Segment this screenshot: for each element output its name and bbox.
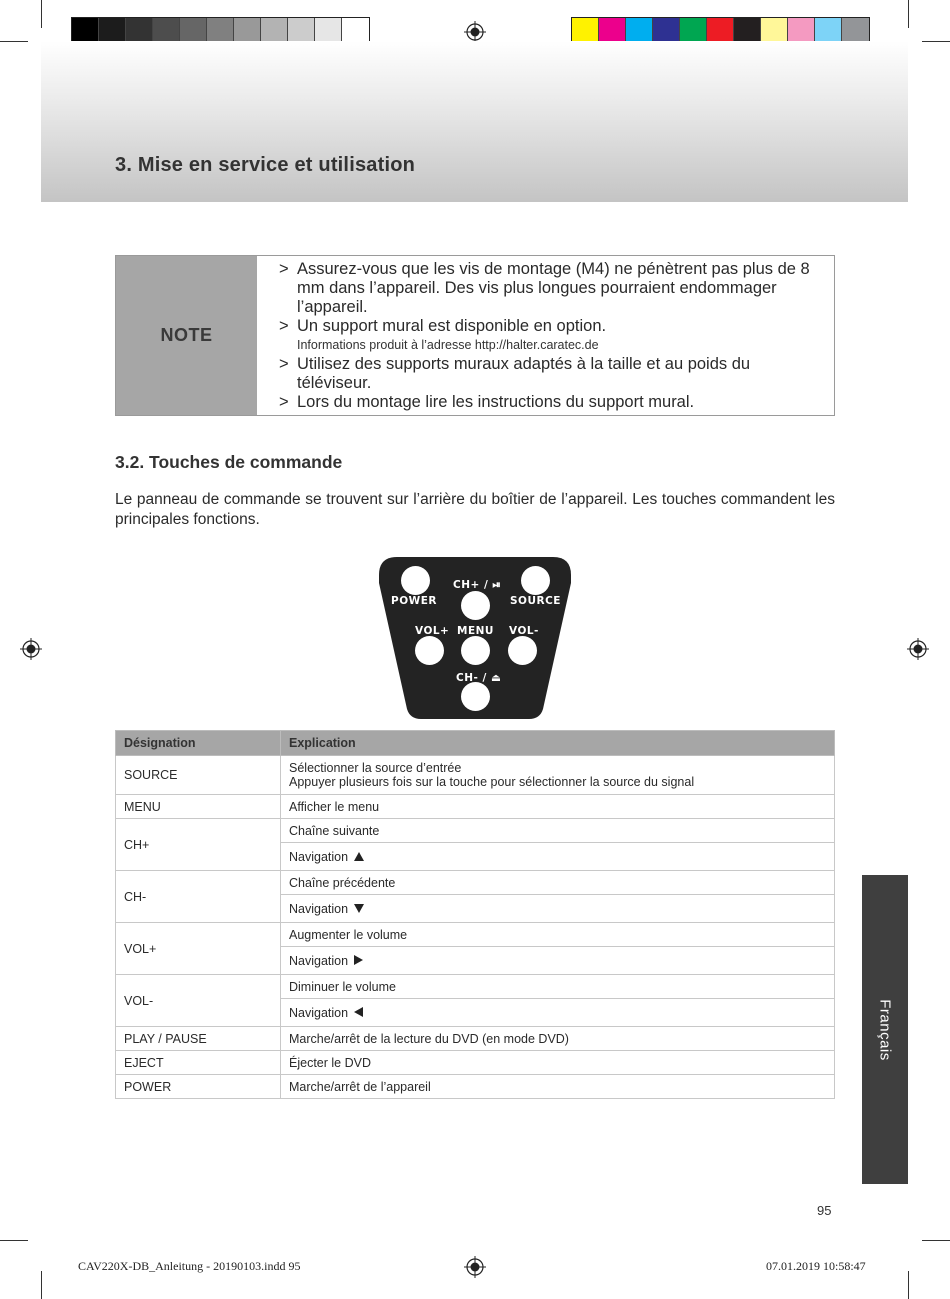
table-row (116, 756, 835, 795)
page-number: 95 (817, 1203, 832, 1218)
registration-mark-icon (20, 638, 42, 660)
source-label: SOURCE (510, 595, 561, 607)
vol-plus-button-graphic (415, 636, 444, 665)
note-item-text: Assurez-vous que les vis de montage (M4) ne pénètrent pas plus de 8 mm dans l’appareil. Des vis plus longues pourraient endommager l’appareil. (297, 260, 810, 316)
column-header: Explication (281, 731, 835, 756)
explanation-cell: Chaîne précédente (281, 871, 835, 895)
explanation-line: Sélectionner la source d’entrée (289, 761, 462, 775)
note-item-text: Un support mural est disponible en option. (297, 317, 607, 335)
explanation-text: Navigation (289, 1005, 349, 1020)
crop-mark (41, 1271, 42, 1299)
designation-cell: POWER (116, 1075, 281, 1099)
ch-minus-label: CH- / ⏏ (456, 672, 502, 684)
table-row (116, 923, 835, 947)
page-title: 3. Mise en service et utilisation (115, 154, 416, 176)
bullet-marker: > (279, 260, 289, 278)
note-item (279, 260, 824, 317)
explanation-text: Navigation (289, 953, 349, 968)
crop-mark (922, 41, 950, 42)
registration-mark-icon (464, 1256, 486, 1278)
triangle-left-icon (354, 1007, 363, 1017)
menu-label: MENU (457, 625, 494, 637)
crop-mark (0, 41, 28, 42)
note-item (279, 355, 824, 393)
menu-button-graphic (461, 636, 490, 665)
triangle-down-icon (354, 904, 364, 913)
language-tab-label: Français (876, 998, 894, 1061)
explanation-cell: Éjecter le DVD (281, 1051, 835, 1075)
ch-plus-label: CH+ / ⏯ (453, 579, 502, 591)
ch-plus-button-graphic (461, 591, 490, 620)
bullet-marker: > (279, 317, 289, 335)
explanation-line: Appuyer plusieurs fois sur la touche pour sélectionner la source du signal (289, 775, 695, 789)
explanation-cell: Afficher le menu (281, 795, 835, 819)
explanation-cell: Augmenter le volume (281, 923, 835, 947)
note-item (279, 317, 824, 336)
table-row (116, 1075, 835, 1099)
language-tab (862, 875, 908, 1184)
designation-cell: EJECT (116, 1051, 281, 1075)
table-row (116, 1027, 835, 1051)
power-label: POWER (391, 595, 437, 607)
explanation-text: Navigation (289, 849, 349, 864)
vol-minus-label: VOL- (509, 625, 539, 637)
designation-cell: CH- (116, 871, 281, 923)
vol-plus-label: VOL+ (415, 625, 450, 637)
note-sub-text: Informations produit à l’adresse http://halter.caratec.de (297, 338, 599, 352)
table-row (116, 819, 835, 843)
crop-mark (908, 0, 909, 28)
power-button-graphic (401, 566, 430, 595)
designation-cell: CH+ (116, 819, 281, 871)
explanation-text: Navigation (289, 901, 349, 916)
designation-cell: SOURCE (116, 756, 281, 795)
explanation-cell (281, 756, 835, 795)
note-box (115, 255, 835, 416)
note-item-text: Lors du montage lire les instructions du support mural. (297, 393, 695, 411)
registration-mark-icon (464, 21, 486, 43)
bullet-marker: > (279, 355, 289, 373)
designation-cell: PLAY / PAUSE (116, 1027, 281, 1051)
note-content (257, 256, 834, 415)
ch-minus-button-graphic (461, 682, 490, 711)
designation-cell: VOL+ (116, 923, 281, 975)
explanation-cell: Chaîne suivante (281, 819, 835, 843)
note-item (279, 393, 824, 412)
explanation-cell: Marche/arrêt de la lecture du DVD (en mode DVD) (281, 1027, 835, 1051)
table-header-row (116, 731, 835, 756)
designation-cell: VOL- (116, 975, 281, 1027)
explanation-cell (281, 999, 835, 1027)
explanation-cell (281, 947, 835, 975)
table-row (116, 1051, 835, 1075)
table-row (116, 975, 835, 999)
source-button-graphic (521, 566, 550, 595)
explanation-cell (281, 843, 835, 871)
footer-timestamp: 07.01.2019 10:58:47 (766, 1259, 866, 1273)
bullet-marker: > (279, 393, 289, 411)
registration-mark-icon (907, 638, 929, 660)
column-header: Désignation (116, 731, 281, 756)
triangle-right-icon (354, 955, 363, 965)
control-panel-diagram (375, 555, 575, 723)
table-row (116, 871, 835, 895)
controls-table (115, 730, 835, 1099)
footer-file-info: CAV220X-DB_Anleitung - 20190103.indd 95 (78, 1259, 301, 1273)
crop-mark (41, 0, 42, 28)
vol-minus-button-graphic (508, 636, 537, 665)
note-item-text: Utilisez des supports muraux adaptés à la taille et au poids du téléviseur. (297, 355, 751, 392)
header-band (41, 41, 908, 202)
crop-mark (922, 1240, 950, 1241)
section-heading: 3.2. Touches de commande (115, 452, 343, 472)
explanation-cell (281, 895, 835, 923)
triangle-up-icon (354, 852, 364, 861)
crop-mark (0, 1240, 28, 1241)
designation-cell: MENU (116, 795, 281, 819)
explanation-cell: Diminuer le volume (281, 975, 835, 999)
intro-paragraph: Le panneau de commande se trouvent sur l’arrière du boîtier de l’appareil. Les touches commandent les principales fonctions. (115, 491, 835, 528)
crop-mark (908, 1271, 909, 1299)
table-row (116, 795, 835, 819)
explanation-cell: Marche/arrêt de l’appareil (281, 1075, 835, 1099)
note-label: NOTE (116, 256, 257, 415)
